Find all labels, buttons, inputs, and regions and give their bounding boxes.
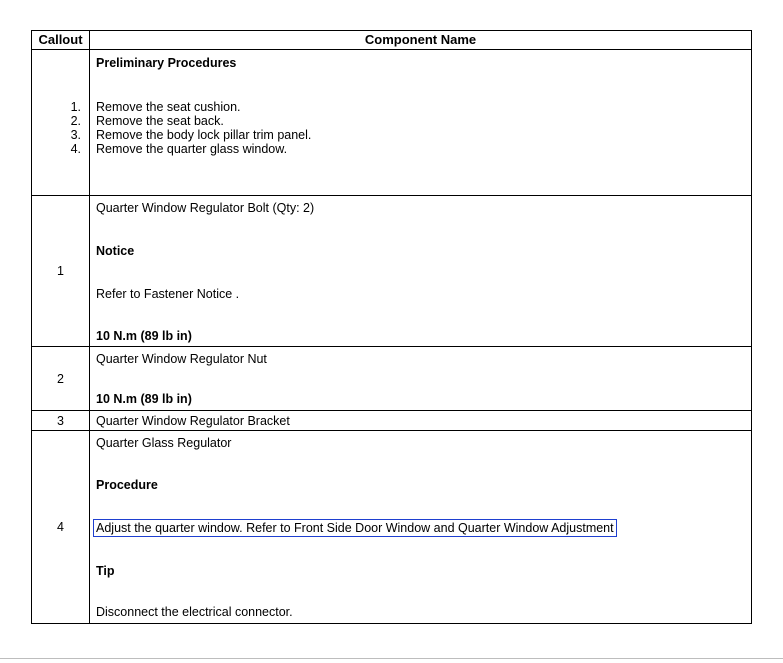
step-text: Remove the seat back. — [96, 114, 224, 128]
table-header-row — [32, 31, 752, 50]
table-row — [32, 431, 752, 624]
notice-text: Refer to Fastener Notice . — [96, 287, 240, 301]
callout-header: Callout — [32, 31, 90, 50]
preliminary-numbers-cell — [32, 50, 90, 196]
component-name: Quarter Glass Regulator — [96, 436, 232, 450]
step-text: Remove the seat cushion. — [96, 100, 241, 114]
component-name: Quarter Window Regulator Bracket — [96, 414, 290, 428]
callout-cell: 3 — [32, 411, 90, 431]
tip-label: Tip — [96, 564, 115, 578]
component-cell — [90, 411, 752, 431]
step-number: 3. — [70, 128, 81, 142]
preliminary-title: Preliminary Procedures — [96, 56, 237, 70]
step-text: Remove the body lock pillar trim panel. — [96, 128, 312, 142]
component-cell — [90, 196, 752, 347]
step-text: Remove the quarter glass window. — [96, 142, 288, 156]
step-number: 4. — [70, 142, 81, 156]
preliminary-row — [32, 50, 752, 196]
callout-cell: 1 — [32, 196, 90, 347]
tip-text: Disconnect the electrical connector. — [96, 605, 293, 619]
procedure-link[interactable]: Adjust the quarter window. Refer to Front Side Door Window and Quarter Window Adjustment — [93, 519, 617, 537]
component-table — [31, 30, 752, 624]
torque-spec: 10 N.m (89 lb in) — [96, 392, 192, 406]
table-row — [32, 411, 752, 431]
step-number: 2. — [70, 114, 81, 128]
component-name: Quarter Window Regulator Nut — [96, 352, 267, 366]
torque-spec: 10 N.m (89 lb in) — [96, 329, 192, 343]
notice-label: Notice — [96, 244, 135, 258]
callout-cell: 2 — [32, 347, 90, 411]
callout-cell: 4 — [32, 431, 90, 624]
component-name-header: Component Name — [90, 31, 752, 50]
table-row — [32, 196, 752, 347]
component-name: Quarter Window Regulator Bolt (Qty: 2) — [96, 201, 315, 215]
procedure-label: Procedure — [96, 478, 158, 492]
page-divider — [0, 658, 783, 659]
table-row — [32, 347, 752, 411]
preliminary-content-cell — [90, 50, 752, 196]
component-cell — [90, 431, 752, 624]
step-number: 1. — [70, 100, 81, 114]
component-cell — [90, 347, 752, 411]
